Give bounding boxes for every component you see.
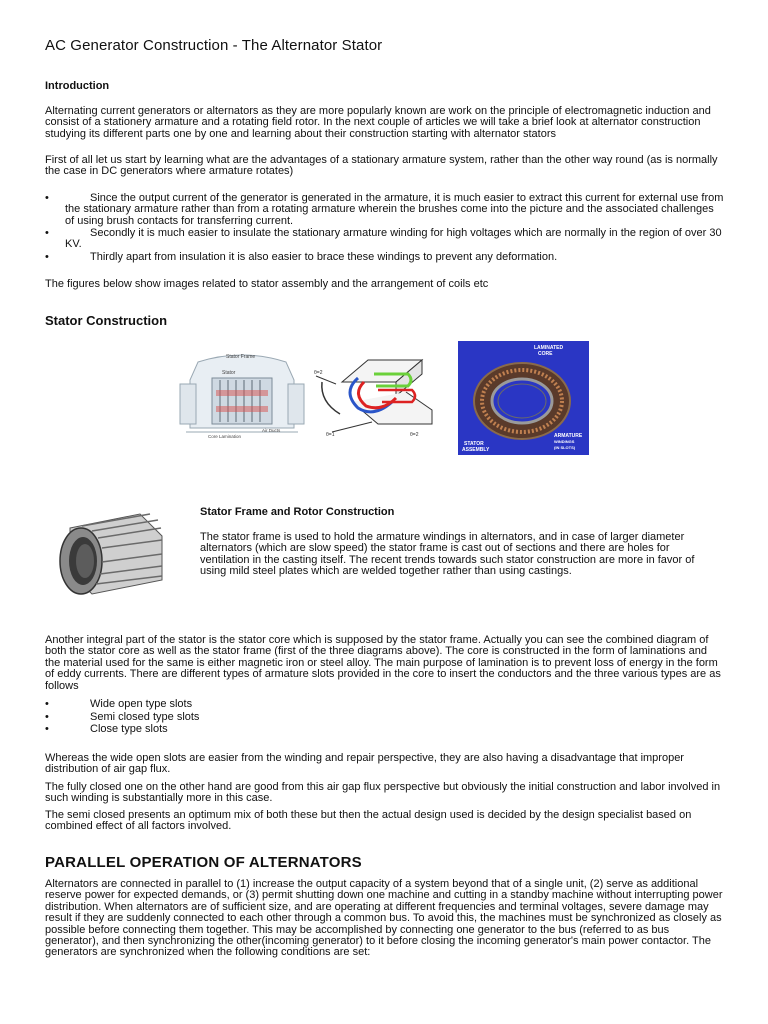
semi-closed-slots-paragraph: The semi closed presents an optimum mix of both these but then the actual design used is decided by the design specialist based on combined effect of all factors involved. bbox=[45, 809, 692, 833]
fig1-stator-label: Stator bbox=[222, 370, 236, 376]
fig3-slots-label: (IN SLOTS) bbox=[554, 445, 576, 450]
slot-type-text: Close type slots bbox=[90, 723, 168, 735]
advantage-bullet-2 bbox=[45, 228, 725, 251]
fig3-stator-label: STATOR bbox=[464, 441, 484, 447]
fig3-windings-label: WINDINGS bbox=[554, 439, 575, 444]
stator-frame-heading: Stator Frame and Rotor Construction bbox=[200, 506, 395, 518]
wide-open-slots-paragraph: Whereas the wide open slots are easier from the winding and repair perspective, they are also having a disadvantage that improper distribution of air gap flux. bbox=[45, 752, 684, 776]
fig1-frame-label: Stator Frame bbox=[226, 354, 256, 360]
stator-core-photo bbox=[50, 506, 182, 596]
intro-paragraph-2: First of all let us start by learning what are the advantages of a stationary armature system, rather than the other way round (as is normally the case in DC generators where armature rotates) bbox=[45, 154, 718, 178]
bullet-dot: • bbox=[45, 251, 49, 263]
advantage-bullet-1 bbox=[45, 193, 725, 227]
fig1-ducts-label: Air Ducts bbox=[262, 428, 281, 433]
bullet-dot: • bbox=[45, 192, 49, 204]
stator-construction-heading: Stator Construction bbox=[45, 313, 168, 328]
fig2-label-2: θ=1 bbox=[326, 432, 335, 438]
stator-frame-diagram bbox=[176, 350, 308, 442]
bullet-text: Since the output current of the generator is generated in the armature, it is much easier to extract this current for external use from the stationary armature rather than from a rotating armature wherein the brushes come into the picture and the associated challenges of using brush contacts for transferring current. bbox=[65, 192, 724, 227]
bullet-dot: • bbox=[45, 711, 49, 723]
fig3-laminated-label: LAMINATED bbox=[534, 345, 564, 351]
advantage-bullet-3 bbox=[45, 252, 725, 263]
slot-type-text: Semi closed type slots bbox=[90, 711, 200, 723]
page-title: AC Generator Construction - The Alternator Stator bbox=[45, 37, 383, 54]
bullet-dot: • bbox=[45, 698, 49, 710]
fig2-label-3: θ=2 bbox=[410, 432, 419, 438]
parallel-operation-heading: PARALLEL OPERATION OF ALTERNATORS bbox=[45, 854, 362, 871]
fig1-core-label: Core Lamination bbox=[208, 434, 242, 439]
fig3-core-label: CORE bbox=[538, 351, 553, 357]
intro-paragraph-1: Alternating current generators or alternators as they are more popularly known are work on the principle of electromagnetic induction and consist of a stationery armature and a rotating field rotor. In the next couple of articles we will take a brief look at alternator construction studying its different parts one by one and learning about their construction starting with alternator stators bbox=[45, 105, 711, 140]
stator-assembly-photo bbox=[458, 341, 589, 455]
intro-paragraph-3: The figures below show images related to stator assembly and the arrangement of coils etc bbox=[45, 278, 489, 290]
bullet-dot: • bbox=[45, 227, 49, 239]
stator-core-paragraph: Another integral part of the stator is the stator core which is supposed by the stator frame. Actually you can see the combined diagram of both the stator core as well as the stator frame (first of the three diagrams above). The core is constructed in the form of laminations and the material used for the same is either magnetic iron or steel alloy. The main purpose of lamination is to prevent loss of energy in the form of eddy currents. There are different types of armature slots provided in the core to insert the conductors and the three various types are as follows bbox=[45, 634, 721, 692]
stator-frame-paragraph: The stator frame is used to hold the armature windings in alternators, and in case of larger diameter alternators (which are slow speed) the stator frame is cast out of sections and there are holes for ventilation in the casting itself. The recent trends towards such stator construction are more in favor of using mild steel plates which are welded together rather than using castings. bbox=[200, 531, 695, 578]
bullet-text: Secondly it is much easier to insulate the stationary armature winding for high voltages which are normally in the region of over 30 KV. bbox=[65, 227, 722, 251]
intro-heading: Introduction bbox=[45, 80, 110, 92]
bullet-dot: • bbox=[45, 723, 49, 735]
fig3-assembly-label: ASSEMBLY bbox=[462, 447, 490, 453]
fig2-label-1: θ=2 bbox=[314, 370, 323, 376]
coil-arrangement-diagram bbox=[312, 352, 446, 442]
closed-slots-paragraph: The fully closed one on the other hand are good from this air gap flux perspective but obviously the initial construction and labor involved in such winding is substantially more in this case. bbox=[45, 781, 721, 805]
bullet-text: Thirdly apart from insulation it is also easier to brace these windings to prevent any deformation. bbox=[90, 251, 558, 263]
slot-type-text: Wide open type slots bbox=[90, 698, 193, 710]
fig3-armature-label: ARMATURE bbox=[554, 433, 583, 439]
parallel-operation-paragraph: Alternators are connected in parallel to (1) increase the output capacity of a system beyond that of a single unit, (2) serve as additional reserve power for expected demands, or (3) permit shutting down one machine and cutting in a standby machine without interrupting power distribution. When alternators are of sufficient size, and are operating at different frequencies and terminal voltages, severe damage may result if they are suddenly connected to each other through a common bus. To avoid this, the machines must be synchronized as closely as possible before connecting them together. This may be accomplished by connecting one generator to the bus (referred to as bus generator), and then synchronizing the other(incoming generator) to it before closing the incoming generator's main power contactor. The generators are synchronized when the following conditions are set: bbox=[45, 878, 723, 959]
